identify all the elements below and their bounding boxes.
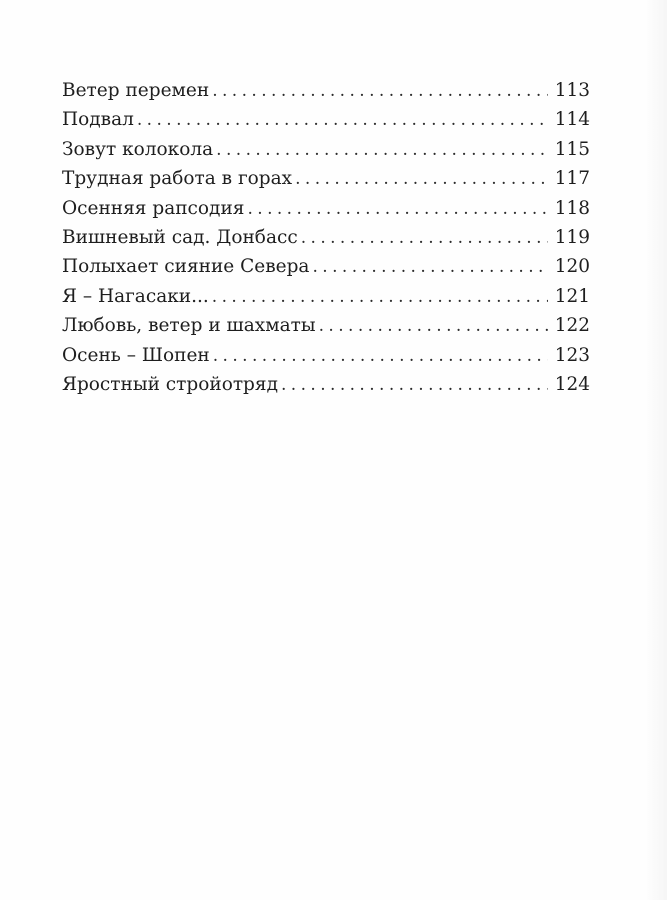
toc-entry-page-number: 114 <box>554 109 590 131</box>
toc-dot-leader <box>312 253 548 282</box>
toc-entry-title: Ветер перемен <box>62 80 210 101</box>
toc-entry <box>62 252 590 281</box>
toc-entry <box>62 194 590 223</box>
toc-entry <box>62 341 590 370</box>
toc-dot-leader <box>216 136 548 165</box>
toc-dot-leader <box>281 371 548 400</box>
toc-entry <box>62 223 590 252</box>
toc-entry-page-number: 123 <box>554 344 590 366</box>
toc-entry-title: Трудная работа в горах <box>62 168 293 190</box>
toc-entry-title: Зовут колокола <box>62 138 214 160</box>
toc-entry-page-number: 124 <box>554 373 590 395</box>
toc-dot-leader <box>247 195 548 224</box>
toc-dot-leader <box>319 312 548 341</box>
toc-entry-title: Полыхает сияние Севера <box>62 256 310 278</box>
toc-entry-title: Я – Нагасаки... <box>62 285 209 307</box>
toc-dot-leader <box>301 224 548 253</box>
toc-entry-page-number: 117 <box>554 168 590 190</box>
toc-dot-leader <box>295 165 548 194</box>
toc-entry <box>62 164 590 193</box>
toc-entry-page-number: 119 <box>554 226 590 248</box>
toc-entry-title: Осенняя рапсодия <box>62 197 245 219</box>
table-of-contents <box>62 76 590 399</box>
toc-entry <box>62 282 590 311</box>
toc-dot-leader <box>213 342 548 371</box>
toc-entry <box>62 135 590 164</box>
toc-entry-title: Осень – Шопен <box>62 344 210 366</box>
toc-entry-title: Вишневый сад. Донбасс <box>62 226 298 248</box>
toc-entry <box>62 370 590 399</box>
toc-entry-page-number: 122 <box>554 315 590 337</box>
toc-entry-page-number: 120 <box>554 256 590 278</box>
toc-entry <box>62 76 590 105</box>
toc-entry-title: Яростный стройотряд <box>62 373 278 395</box>
toc-dot-leader <box>212 77 548 106</box>
toc-entry-page-number: 115 <box>554 138 590 160</box>
toc-dot-leader <box>137 106 548 135</box>
page-edge-shadow <box>645 0 667 900</box>
toc-entry-page-number: 118 <box>554 197 590 219</box>
toc-entry-title: Подвал <box>62 109 134 131</box>
toc-entry-title: Любовь, ветер и шахматы <box>62 315 316 337</box>
toc-entry-page-number: 113 <box>554 80 590 101</box>
toc-entry <box>62 105 590 134</box>
toc-entry-page-number: 121 <box>554 285 590 307</box>
toc-entry <box>62 311 590 340</box>
toc-dot-leader <box>212 283 548 312</box>
